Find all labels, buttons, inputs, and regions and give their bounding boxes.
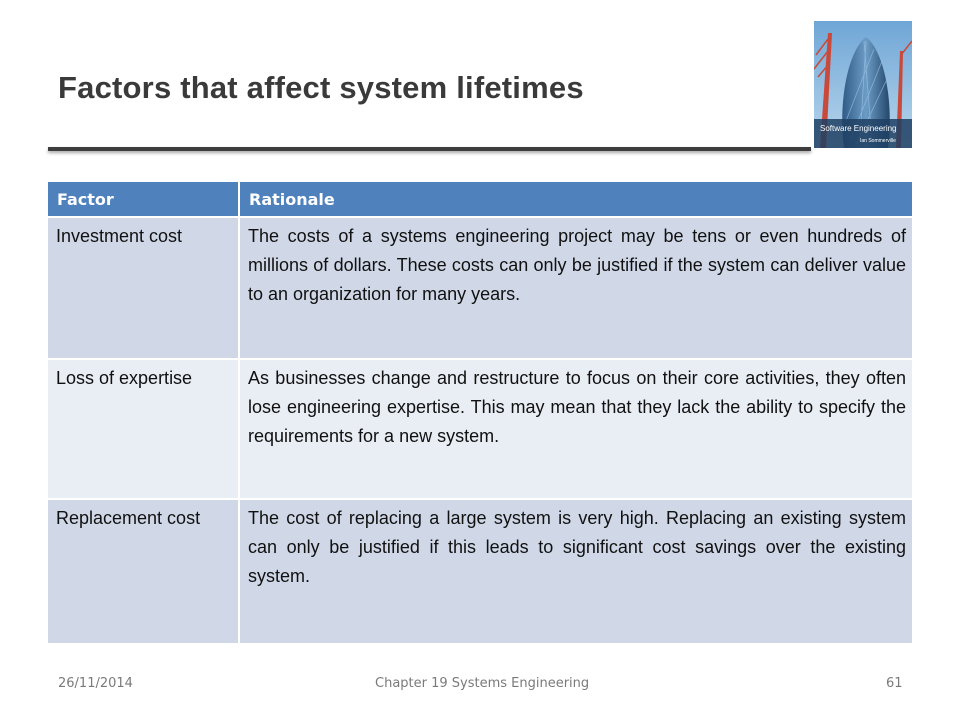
footer-chapter: Chapter 19 Systems Engineering bbox=[375, 676, 590, 691]
factor-cell: Replacement cost bbox=[48, 499, 239, 643]
footer-page-number: 61 bbox=[886, 676, 903, 691]
book-cover-image bbox=[814, 21, 912, 148]
rationale-cell: The costs of a systems engineering project may be tens or even hundreds of millions of dollars. These costs can only be justified if the system can deliver value to an organization for many years. bbox=[239, 217, 912, 359]
rationale-cell: The cost of replacing a large system is very high. Replacing an existing system can only be justified if this leads to significant cost savings over the existing system. bbox=[239, 499, 912, 643]
slide-title: Factors that affect system lifetimes bbox=[58, 70, 584, 105]
table-row bbox=[48, 499, 912, 643]
footer-date: 26/11/2014 bbox=[58, 676, 133, 691]
table-row bbox=[48, 217, 912, 359]
factors-table bbox=[48, 182, 912, 643]
table-header-row bbox=[48, 182, 912, 217]
header-factor: Factor bbox=[48, 182, 239, 217]
factor-cell: Loss of expertise bbox=[48, 359, 239, 499]
cover-title-text: Software Engineering bbox=[820, 124, 897, 133]
rationale-cell: As businesses change and restructure to focus on their core activities, they often lose engineering expertise. This may mean that they lack the ability to specify the requirements for a new system. bbox=[239, 359, 912, 499]
title-divider bbox=[48, 147, 811, 151]
cover-author-text: Ian Sommerville bbox=[860, 138, 896, 144]
factor-cell: Investment cost bbox=[48, 217, 239, 359]
header-rationale: Rationale bbox=[239, 182, 912, 217]
table-row bbox=[48, 359, 912, 499]
